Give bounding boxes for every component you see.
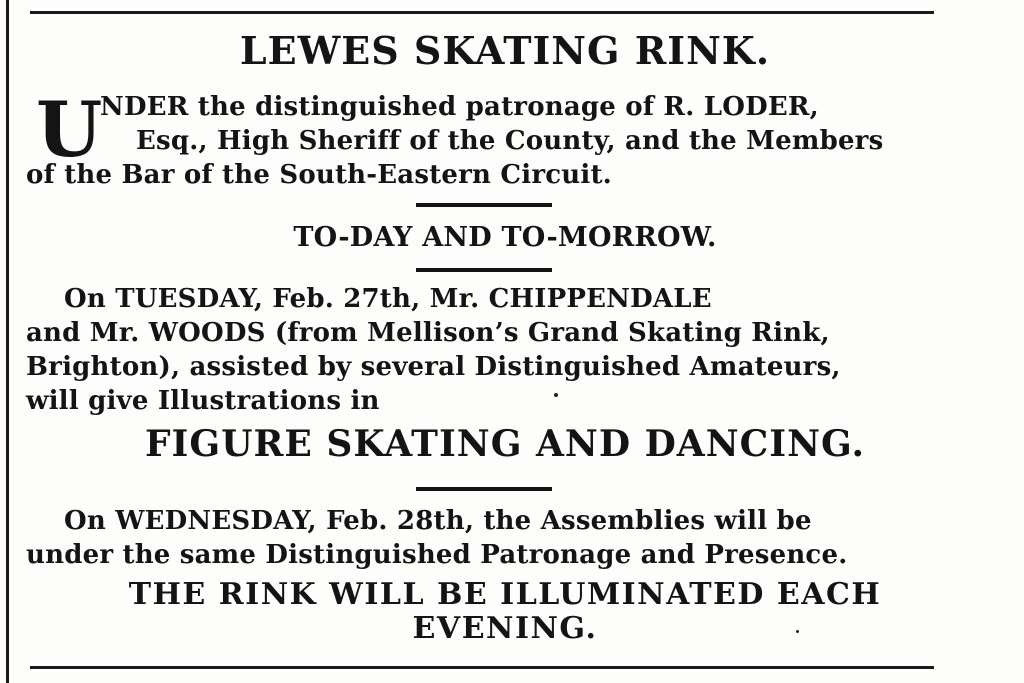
section-rule [416, 487, 552, 491]
ink-speck [554, 393, 558, 397]
section-rule [416, 268, 552, 272]
tuesday-line-2: and Mr. WOODS (from Mellison’s Grand Skating Rink, [26, 318, 830, 348]
section-rule [416, 203, 552, 207]
wednesday-line-2: under the same Distinguished Patronage and Presence. [26, 540, 848, 570]
event-heading: FIGURE SKATING AND DANCING. [144, 423, 866, 465]
bottom-rule [30, 666, 934, 669]
closing-line-1: THE RINK WILL BE ILLUMINATED EACH [128, 577, 882, 612]
intro-line-1: NDER the distinguished patronage of R. LODER, [100, 92, 819, 122]
tuesday-line-4: will give Illustrations in [26, 386, 380, 416]
wednesday-line-1: On WEDNESDAY, Feb. 28th, the Assemblies will be [64, 506, 812, 536]
dates-heading: TO-DAY AND TO-MORROW. [293, 222, 717, 253]
advert-title: LEWES SKATING RINK. [239, 28, 771, 73]
ink-speck [796, 630, 799, 633]
tuesday-line-1: On TUESDAY, Feb. 27th, Mr. CHIPPENDALE [64, 284, 712, 314]
closing-line-2: EVENING. [412, 611, 598, 646]
tuesday-line-3: Brighton), assisted by several Distinguished Amateurs, [26, 352, 841, 382]
drop-cap: U [36, 85, 103, 174]
intro-line-3: of the Bar of the South-Eastern Circuit. [26, 160, 612, 190]
intro-line-2: Esq., High Sheriff of the County, and the Members [136, 126, 884, 156]
top-rule [30, 11, 934, 14]
